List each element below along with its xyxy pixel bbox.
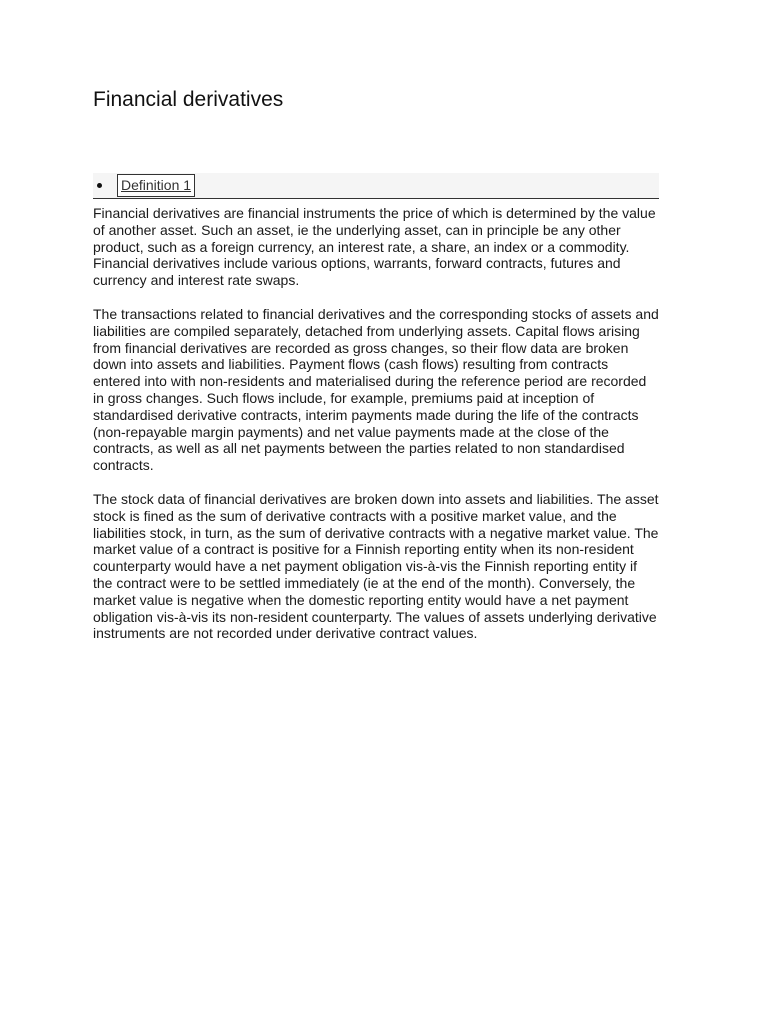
paragraph: The transactions related to financial derivatives and the corresponding stocks of assets and liabilities are compiled separately, detached from underlying assets. Capital flows arising from financial derivatives are recorded as gross changes, so their flow data are broken down into assets and liabilities. Payment flows (cash flows) resulting from contracts entered into with non-residents and materialised during the reference period are recorded in gross changes. Such flows include, for example, premiums paid at inception of standardised derivative contracts, interim payments made during the life of the contracts (non-repayable margin payments) and net value payments made at the close of the contracts, as well as all net payments between the parties related to non standardised contracts. — [93, 305, 659, 474]
definition-content — [93, 205, 659, 659]
tab-definition-1[interactable]: Definition 1 — [117, 174, 195, 197]
paragraph: The stock data of financial derivatives are broken down into assets and liabilities. The asset stock is fined as the sum of derivative contracts with a positive market value, and the liabilities stock, in turn, as the sum of derivative contracts with a negative market value. The market value of a contract is positive for a Finnish reporting entity when its non-resident counterparty would have a net payment obligation vis-à-vis the Finnish reporting entity if the contract were to be settled immediately (ie at the end of the month). Conversely, the market value is negative when the domestic reporting entity would have a net payment obligation vis-à-vis its non-resident counterparty. The values of assets underlying derivative instruments are not recorded under derivative contract values. — [93, 490, 659, 642]
page-title: Financial derivatives — [93, 88, 284, 111]
tab-item — [115, 173, 195, 198]
tab-list — [115, 173, 195, 198]
paragraph: Financial derivatives are financial instruments the price of which is determined by the value of another asset. Such an asset, ie the underlying asset, can in principle be any other product, such as a foreign currency, an interest rate, a share, an index or a commodity. Financial derivatives include various options, warrants, forward contracts, futures and currency and interest rate swaps. — [93, 205, 656, 289]
tabs-bar — [93, 173, 659, 199]
bullet-icon — [97, 183, 102, 188]
